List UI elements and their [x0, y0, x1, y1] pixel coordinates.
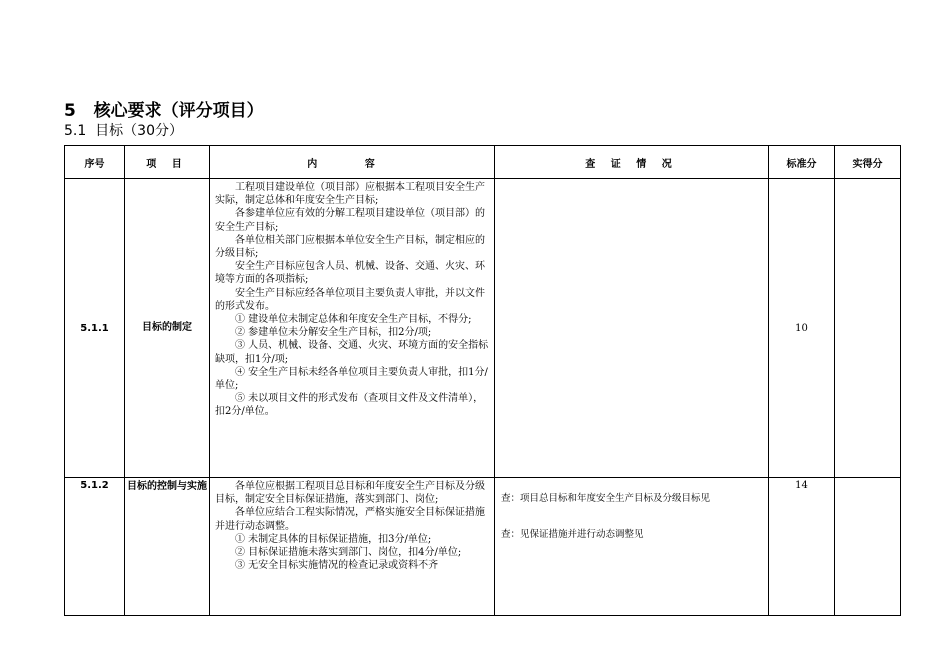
content-line: 安全生产目标应经各单位项目主要负责人审批，并以文件的形式发布。: [215, 287, 485, 312]
content-line: 工程项目建设单位（项目部）应根据本工程项目安全生产实际，制定总体和年度安全生产目标;: [215, 182, 485, 207]
row-check: [495, 478, 769, 616]
content-line: ④ 安全生产目标未经各单位项目主要负责人审批，扣1分/单位;: [215, 366, 488, 392]
scoring-table: [64, 145, 901, 616]
row-seq: 5.1.1: [65, 179, 125, 478]
section-heading: 5 核心要求（评分项目）: [64, 101, 264, 121]
row-item: 目标的控制与实施: [125, 478, 210, 616]
header-actual-score: 实得分: [835, 146, 901, 179]
content-line: 各单位应根据工程项目总目标和年度安全生产目标及分级目标，制定安全目标保证措施，落实到部门、岗位;: [215, 481, 485, 506]
row-actual-score[interactable]: [835, 179, 901, 478]
row-standard-score: 14: [769, 478, 835, 616]
content-line: 各单位相关部门应根据本单位安全生产目标，制定相应的分级目标;: [215, 234, 485, 260]
content-line: ⑤ 未以项目文件的形式发布（查项目文件及文件清单），扣2分/单位。: [215, 393, 484, 418]
header-check: 查 证 情 况: [495, 146, 769, 179]
content-line: ② 目标保证措施未落实到部门、岗位，扣4分/单位;: [235, 547, 462, 559]
check-line: 查：项目总目标和年度安全生产目标及分级目标见: [501, 493, 711, 504]
row-content: [210, 179, 495, 478]
header-seq: 序号: [65, 146, 125, 179]
table-row: [65, 179, 901, 478]
table-row: [65, 478, 901, 616]
table-header-row: [65, 146, 901, 179]
header-item: 项 目: [125, 146, 210, 179]
check-line: 查：见保证措施并进行动态调整见: [501, 529, 644, 540]
content-line: ② 参建单位未分解安全生产目标，扣2分/项;: [235, 327, 432, 339]
row-actual-score[interactable]: [835, 478, 901, 616]
content-line: ① 未制定具体的目标保证措施，扣3分/单位;: [235, 533, 432, 545]
row-standard-score: 10: [769, 179, 835, 478]
row-item: 目标的制定: [125, 179, 210, 478]
header-standard-score: 标准分: [769, 146, 835, 179]
header-content: 内 容: [210, 146, 495, 179]
row-check: [495, 179, 769, 478]
subsection-heading: 5.1 目标（30分）: [64, 123, 183, 139]
content-line: 各单位应结合工程实际情况，严格实施安全目标保证措施并进行动态调整。: [215, 507, 485, 532]
content-line: ③ 人员、机械、设备、交通、火灾、环境方面的安全指标缺项，扣1分/项;: [215, 340, 489, 365]
row-content: [210, 478, 495, 616]
content-line: 各参建单位应有效的分解工程项目建设单位（项目部）的安全生产目标;: [215, 208, 485, 233]
row-seq: 5.1.2: [65, 478, 125, 616]
content-line: ③ 无安全目标实施情况的检查记录或资料不齐: [235, 560, 439, 572]
content-line: 安全生产目标应包含人员、机械、设备、交通、火灾、环境等方面的各项指标;: [215, 261, 485, 286]
content-line: ① 建设单位未制定总体和年度安全生产目标，不得分;: [235, 314, 472, 326]
